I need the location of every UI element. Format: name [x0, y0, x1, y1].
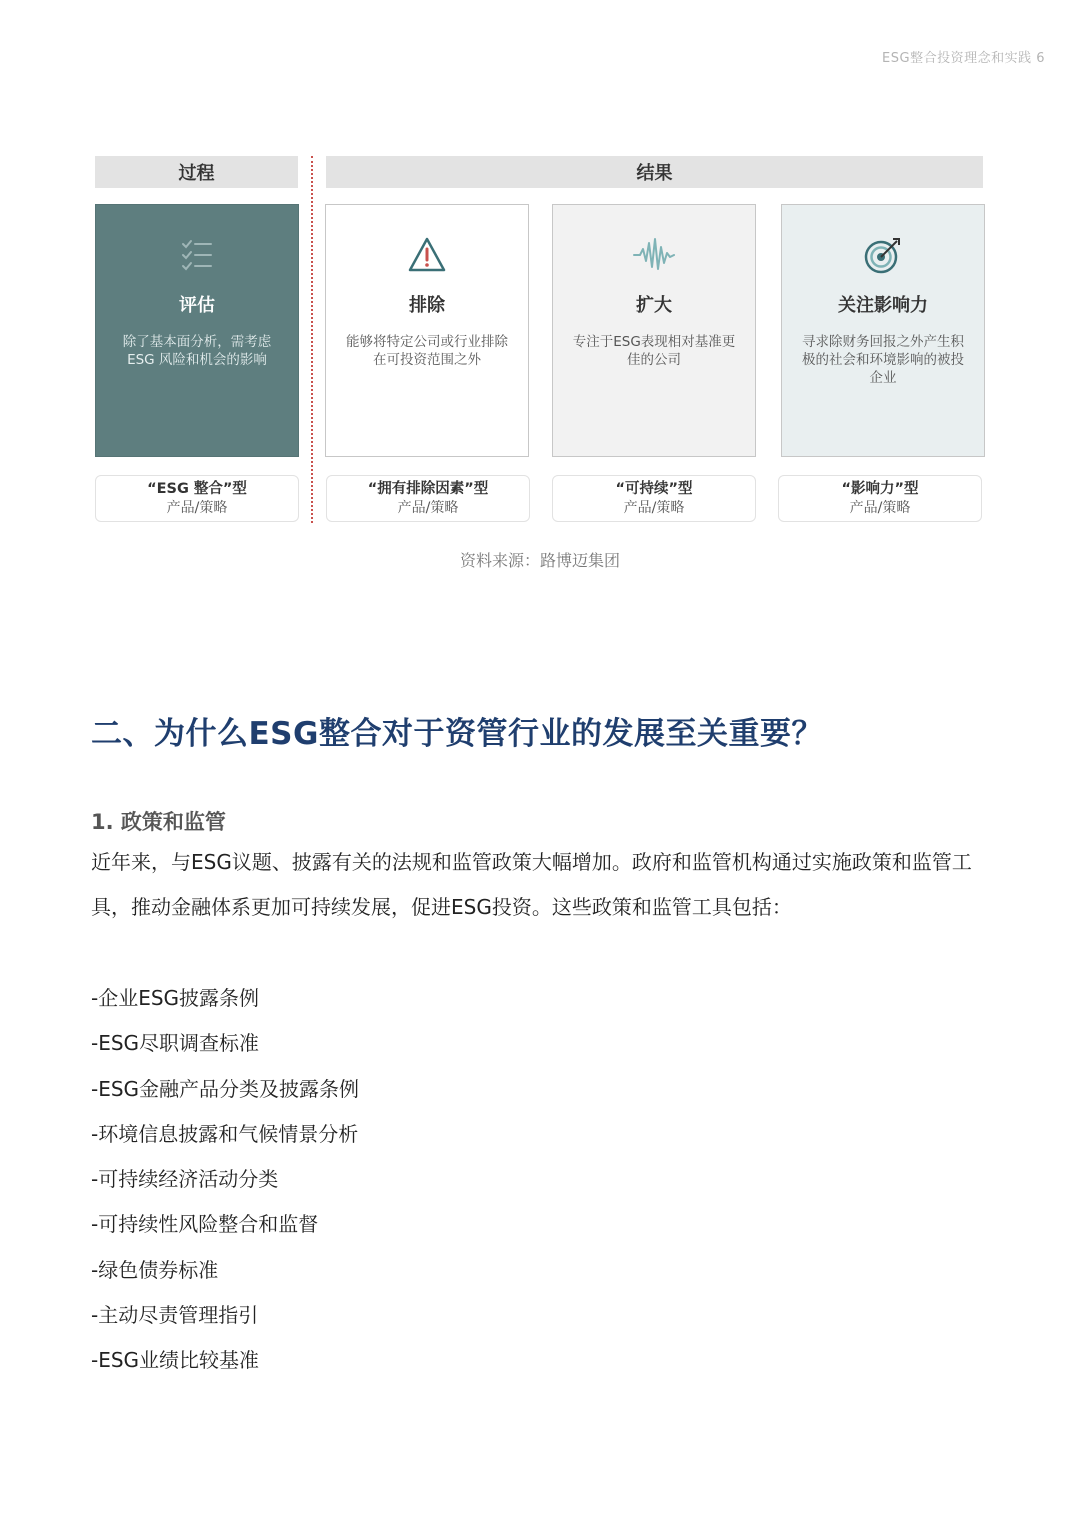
tag-type: “影响力”型	[841, 480, 919, 497]
card-title: 扩大	[636, 295, 672, 316]
running-header: ESG整合投资理念和实践 6	[882, 51, 1045, 66]
card-description: 能够将特定公司或行业排除在可投资范围之外	[346, 334, 508, 368]
list-item: -主动尽责管理指引	[91, 1303, 259, 1328]
tag-type: “可持续”型	[615, 480, 693, 497]
tag-category: 产品/策略	[849, 499, 911, 516]
card-description: 专注于ESG表现相对基准更佳的公司	[572, 334, 736, 368]
tag-category: 产品/策略	[397, 499, 459, 516]
list-item: -企业ESG披露条例	[91, 986, 260, 1010]
tag-impact	[778, 475, 982, 522]
tag-category: 产品/策略	[166, 499, 228, 516]
warning-icon	[405, 233, 449, 277]
card-title: 排除	[409, 295, 445, 316]
card-expand	[552, 204, 756, 457]
card-description: 寻求除财务回报之外产生积极的社会和环境影响的被投企业	[802, 334, 964, 386]
process-header: 过程	[95, 156, 298, 188]
tag-sustainable	[552, 475, 756, 522]
card-description: 除了基本面分析，需考虑ESG 风险和机会的影响	[122, 334, 272, 368]
card-impact	[781, 204, 985, 457]
card-title: 关注影响力	[838, 295, 928, 316]
tag-type: “拥有排除因素”型	[367, 480, 489, 497]
list-item: -绿色债券标准	[91, 1257, 219, 1282]
subsection-title: 1. 政策和监管	[91, 810, 226, 834]
target-icon	[861, 233, 905, 277]
list-item: -ESG金融产品分类及披露条例	[91, 1076, 360, 1101]
section-title: 二、为什么ESG整合对于资管行业的发展至关重要？	[91, 716, 823, 752]
list-item: -ESG业绩比较基准	[91, 1348, 260, 1373]
card-title: 评估	[179, 295, 215, 316]
process-result-divider	[311, 156, 313, 523]
checklist-icon	[175, 233, 219, 277]
tag-category: 产品/策略	[623, 499, 685, 516]
tag-exclusion	[326, 475, 530, 522]
figure-source: 资料来源：路博迈集团	[459, 551, 620, 570]
policy-list	[91, 976, 359, 1384]
list-item: -环境信息披露和气候情景分析	[91, 1121, 359, 1146]
card-evaluate	[95, 204, 299, 457]
card-exclude	[325, 204, 529, 457]
result-header: 结果	[326, 156, 983, 188]
soundwave-icon	[632, 233, 676, 277]
body-paragraph: 近年来，与ESG议题、披露有关的法规和监管政策大幅增加。政府和监管机构通过实施政策和监管工具，推动金融体系更加可持续发展，促进ESG投资。这些政策和监管工具包括：	[91, 850, 972, 919]
tag-type: “ESG 整合”型	[147, 480, 247, 497]
tag-esg-integration	[95, 475, 299, 522]
list-item: -ESG尽职调查标准	[91, 1031, 260, 1056]
list-item: -可持续经济活动分类	[91, 1167, 279, 1192]
list-item: -可持续性风险整合和监督	[91, 1212, 319, 1237]
